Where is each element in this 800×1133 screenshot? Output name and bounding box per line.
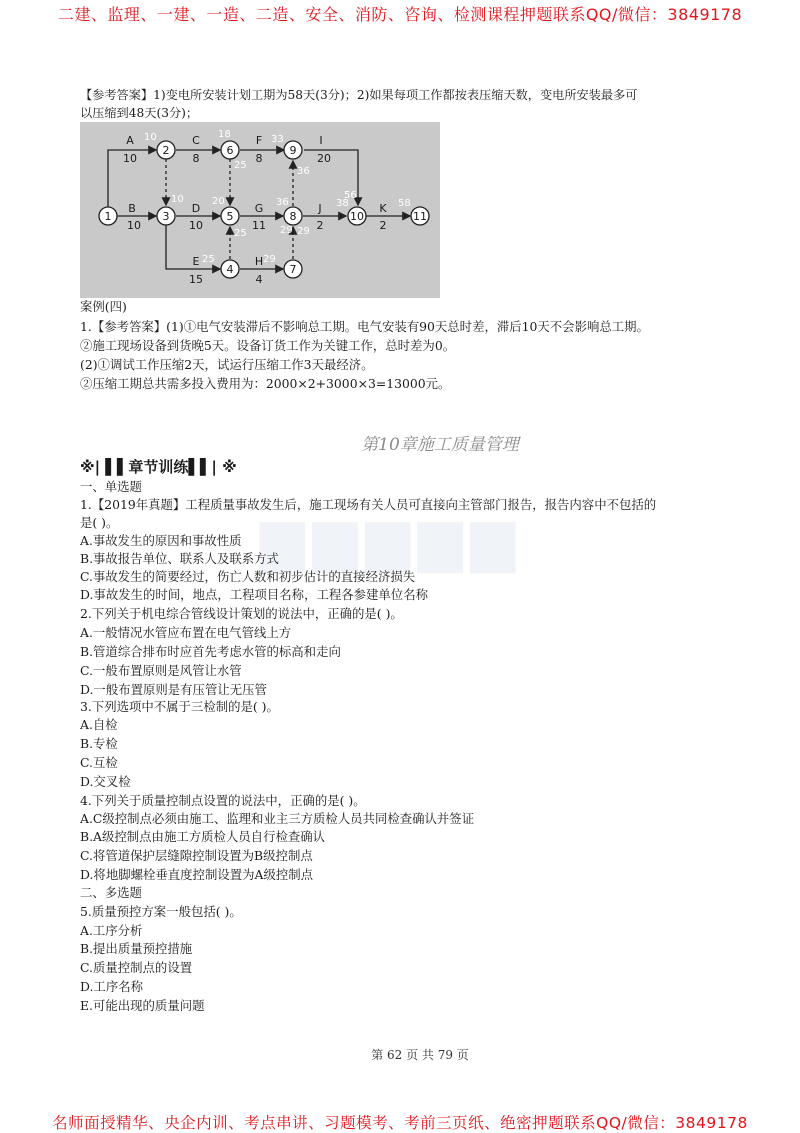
question-stem: 是( )。 — [80, 515, 119, 530]
faint-watermark: ▆▆▆▆▆ — [260, 505, 524, 573]
time-label: 18 — [218, 129, 231, 140]
option-item: C.互检 — [80, 755, 118, 770]
activity-name: A — [126, 134, 134, 147]
option-item: B.专检 — [80, 736, 118, 751]
option-item: D.将地脚螺栓垂直度控制设置为A级控制点 — [80, 867, 314, 882]
activity-name: G — [254, 202, 264, 215]
activity-name: D — [191, 202, 201, 215]
activity-duration: 20 — [317, 152, 331, 165]
node-label: 1 — [104, 210, 112, 223]
option-item: B.A级控制点由施工方质检人员自行检查确认 — [80, 829, 326, 844]
node-label: 3 — [162, 210, 170, 223]
time-label: 56 — [344, 190, 357, 201]
activity-name: I — [319, 134, 323, 147]
question-stem: 1.【2019年真题】工程质量事故发生后，施工现场有关人员可直接向主管部门报告，报告内容中不包括的 — [80, 497, 657, 512]
time-label: 25 — [202, 254, 215, 265]
node-label: 7 — [289, 263, 297, 276]
node-label: 2 — [162, 144, 170, 157]
case-answer-line: 1.【参考答案】(1)①电气安装滞后不影响总工期。电气安装有90天总时差，滞后10天不会影响总工期。 — [80, 319, 649, 334]
activity-duration: 2 — [316, 219, 324, 232]
activity-name: K — [379, 202, 387, 215]
bottom-promo-banner: 名师面授精华、央企内训、考点串讲、习题模考、考前三页纸、绝密押题联系QQ/微信：3849178 — [52, 1114, 748, 1132]
answer-line-1: 【参考答案】1)变电所安装计划工期为58天(3分)；2)如果每项工作都按表压缩天数，变电所安装最多可 — [80, 88, 638, 102]
option-item: A.C级控制点必须由施工、监理和业主三方质检人员共同检查确认并签证 — [80, 811, 475, 826]
activity-name: C — [192, 134, 200, 147]
time-label: 36 — [276, 197, 289, 208]
option-item: A.工序分析 — [80, 923, 143, 938]
activity-duration: 10 — [123, 152, 137, 165]
node-label: 9 — [289, 144, 297, 157]
case-heading: 案例(四) — [80, 299, 127, 314]
question-stem: 4.下列关于质量控制点设置的说法中，正确的是( )。 — [80, 793, 366, 808]
top-promo-banner: 二建、监理、一建、一造、二造、安全、消防、咨询、检测课程押题联系QQ/微信：3849178 — [57, 5, 743, 24]
question-stem: 2.下列关于机电综合管线设计策划的说法中，正确的是( )。 — [80, 606, 403, 621]
time-label: 33 — [271, 134, 284, 145]
option-item: E.可能出现的质量问题 — [80, 998, 205, 1013]
option-item: D.一般布置原则是有压管让无压管 — [80, 682, 267, 697]
time-label: 29 — [297, 226, 310, 237]
chapter-title: 第10章施工质量管理 — [361, 435, 519, 455]
option-item: A.一般情况水管应布置在电气管线上方 — [80, 625, 292, 640]
time-label: 58 — [398, 198, 411, 209]
activity-duration: 10 — [189, 219, 203, 232]
activity-name: E — [192, 255, 200, 268]
question-stem: 3.下列选项中不属于三检制的是( )。 — [80, 699, 279, 714]
activity-duration: 8 — [192, 152, 200, 165]
option-item: C.事故发生的简要经过，伤亡人数和初步估计的直接经济损失 — [80, 569, 416, 584]
activity-duration: 10 — [127, 219, 141, 232]
activity-name: F — [255, 134, 263, 147]
case-answer-line: ②施工现场设备到货晚5天。设备订货工作为关键工作，总时差为0。 — [80, 338, 456, 353]
node-label: 4 — [226, 263, 234, 276]
training-heading: ※| ▌▌章节训练▌▌| ※ — [80, 458, 237, 476]
activity-duration: 15 — [189, 273, 203, 286]
case-answer-line: ②压缩工期总共需多投入费用为：2000×2+3000×3=13000元。 — [80, 376, 451, 391]
option-item: D.事故发生的时间，地点，工程项目名称，工程各参建单位名称 — [80, 587, 428, 602]
node-label: 5 — [226, 210, 234, 223]
activity-duration: 8 — [255, 152, 263, 165]
option-item: D.交叉检 — [80, 774, 131, 789]
activity-name: J — [318, 202, 322, 215]
option-item: C.质量控制点的设置 — [80, 960, 193, 975]
node-label: 6 — [226, 144, 234, 157]
option-item: B.事故报告单位、联系人及联系方式 — [80, 551, 279, 566]
page-number: 第 62 页 共 79 页 — [371, 1048, 469, 1062]
option-item: C.一般布置原则是风管让水管 — [80, 663, 242, 678]
question-stem: 5.质量预控方案一般包括( )。 — [80, 904, 242, 919]
activity-duration: 2 — [379, 219, 387, 232]
activity-duration: 4 — [255, 273, 263, 286]
section-heading: 一、单选题 — [80, 479, 142, 494]
time-label: 25 — [234, 160, 247, 171]
time-label: 38 — [336, 198, 349, 209]
option-item: B.管道综合排布时应首先考虑水管的标高和走向 — [80, 644, 341, 659]
time-label: 10 — [171, 194, 184, 205]
option-item: D.工序名称 — [80, 979, 143, 994]
time-label: 20 — [212, 196, 225, 207]
node-label: 10 — [350, 210, 364, 223]
time-label: 36 — [297, 166, 310, 177]
activity-name: H — [254, 255, 264, 268]
option-item: A.事故发生的原因和事故性质 — [80, 533, 242, 548]
time-label: 29 — [280, 225, 293, 236]
time-label: 10 — [144, 132, 157, 143]
node-label: 11 — [413, 210, 427, 223]
activity-name: B — [128, 202, 136, 215]
option-item: C.将管道保护层缝隙控制设置为B级控制点 — [80, 848, 313, 863]
activity-duration: 11 — [252, 219, 266, 232]
case-answer-line: (2)①调试工作压缩2天，试运行压缩工作3天最经济。 — [80, 357, 374, 372]
network-diagram — [80, 122, 440, 298]
node-label: 8 — [289, 210, 297, 223]
time-label: 25 — [234, 228, 247, 239]
option-item: A.自检 — [80, 717, 118, 732]
time-label: 29 — [263, 254, 276, 265]
answer-line-2: 以压缩到48天(3分)； — [80, 106, 199, 120]
section-heading: 二、多选题 — [80, 885, 142, 900]
option-item: B.提出质量预控措施 — [80, 941, 193, 956]
